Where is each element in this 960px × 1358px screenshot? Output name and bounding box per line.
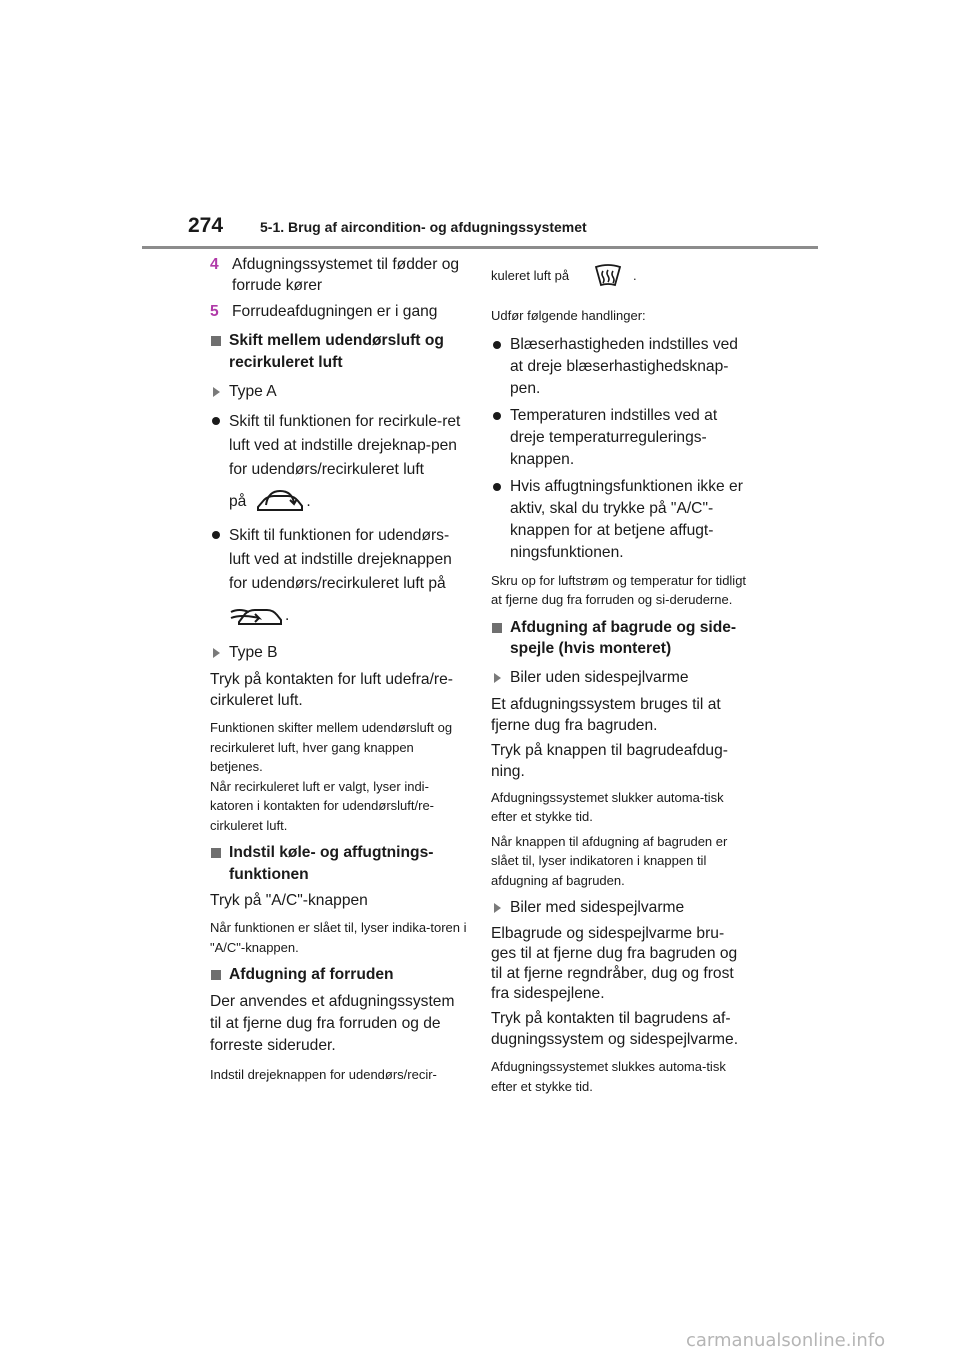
windshield-defroster-icon: [593, 263, 623, 289]
heading-windshield: Afdugning af forruden: [210, 964, 468, 986]
rear-defogger-text: Et afdugningssystem bruges til at fjerne dug fra bagruden.: [491, 695, 721, 734]
bullet-fan-speed: Blæserhastigheden indstilles ved at dreje blæserhastighedsknap-pen.: [491, 334, 749, 400]
windshield-icon-line: kuleret luft på .: [491, 254, 749, 298]
subheading-no-mirror-heater: Biler uden sidespejlvarme: [491, 667, 749, 688]
note-auto-off-1: Afdugningssystemet slukker automa-tisk efter et stykke tid.: [491, 789, 724, 824]
page-header: [142, 212, 818, 249]
subheading-mirror-heater: Biler med sidespejlvarme: [491, 897, 749, 918]
left-column: [210, 254, 468, 1084]
mirror-heater-text: Elbagrude og sidespejlvarme bru-ges til at fjerne dug fra bagruden og til at fjerne regndråber, dug og frost fra sidespejlene.: [491, 925, 738, 1002]
windshield-note: Indstil drejeknappen for udendørs/recir-: [210, 1066, 437, 1082]
note-switch: Funktionen skifter mellem udendørsluft og recirkuleret luft, hver gang knappen betjenes.: [210, 720, 453, 774]
note-auto-off-2: Afdugningssystemet slukkes automa-tisk efter et stykke tid.: [491, 1059, 726, 1094]
note-airflow: Skru op for luftstrøm og temperatur for tidligt at fjerne dug fra forruden og si-deruderne.: [491, 572, 747, 607]
heading-air-switch: Skift mellem udendørsluft og recirkuleret luft: [210, 330, 468, 373]
subheading-type-b: Type B: [210, 642, 468, 663]
bullet-dehumidify: Hvis affugtningsfunktionen ikke er aktiv, skal du trykke på "A/C"-knappen for at betjene affugt-ningsfunktionen.: [491, 476, 749, 564]
note-indicator: Når recirkuleret luft er valgt, lyser indi-katoren i kontakten for udendørsluft/re-cirkuleret luft.: [210, 778, 435, 833]
recirc-icon-line: på .: [210, 484, 468, 518]
ac-text: Tryk på "A/C"-knappen: [210, 892, 368, 909]
intro-text: Udfør følgende handlinger:: [491, 308, 646, 323]
windshield-text: Der anvendes et afdugningssystem til at fjerne dug fra forruden og de forreste sideruder.: [210, 992, 455, 1054]
list-item-4: 4 Afdugningssystemet til fødder og forrude kører: [210, 256, 460, 294]
bullet-temperature: Temperaturen indstilles ved at dreje temperaturregulerings-knappen.: [491, 405, 749, 471]
rear-defogger-button-text: Tryk på knappen til bagrudeafdug-ning.: [491, 741, 728, 780]
bullet-recirc: Skift til funktionen for recirkule-ret luft ved at indstille drejeknap-pen for udendørs/recirkuleret luft: [210, 410, 468, 482]
recirculated-air-icon: [254, 487, 306, 515]
subheading-type-a: Type A: [210, 381, 468, 402]
heading-ac: Indstil køle- og affugtnings-funktionen: [210, 842, 468, 885]
ac-note: Når funktionen er slået til, lyser indika-toren i "A/C"-knappen.: [210, 920, 467, 955]
heading-rear-window: Afdugning af bagrude og side-spejle (hvis monteret): [491, 617, 749, 660]
right-column: [491, 254, 749, 1096]
bullet-outside: Skift til funktionen for udendørs-luft ved at indstille drejeknappen for udendørs/recirkuleret luft på: [210, 524, 468, 596]
outside-air-icon: [229, 602, 285, 628]
list-item-5: 5 Forrudeafdugningen er i gang: [210, 303, 438, 320]
watermark: carmanualsonline.info: [686, 1330, 886, 1351]
section-title: 5-1. Brug af aircondition- og afdugningssystemet: [260, 219, 587, 235]
page-number: 274: [188, 214, 224, 237]
type-b-text: Tryk på kontakten for luft udefra/re-cirkuleret luft.: [210, 671, 453, 709]
mirror-heater-button-text: Tryk på kontakten til bagrudens af-dugningssystem og sidespejlvarme.: [491, 1010, 739, 1048]
outside-icon-line: .: [210, 598, 468, 632]
note-indicator-rear: Når knappen til afdugning af bagruden er slået til, lyser indikatoren i knappen til afdugning af bagruden.: [491, 833, 728, 888]
